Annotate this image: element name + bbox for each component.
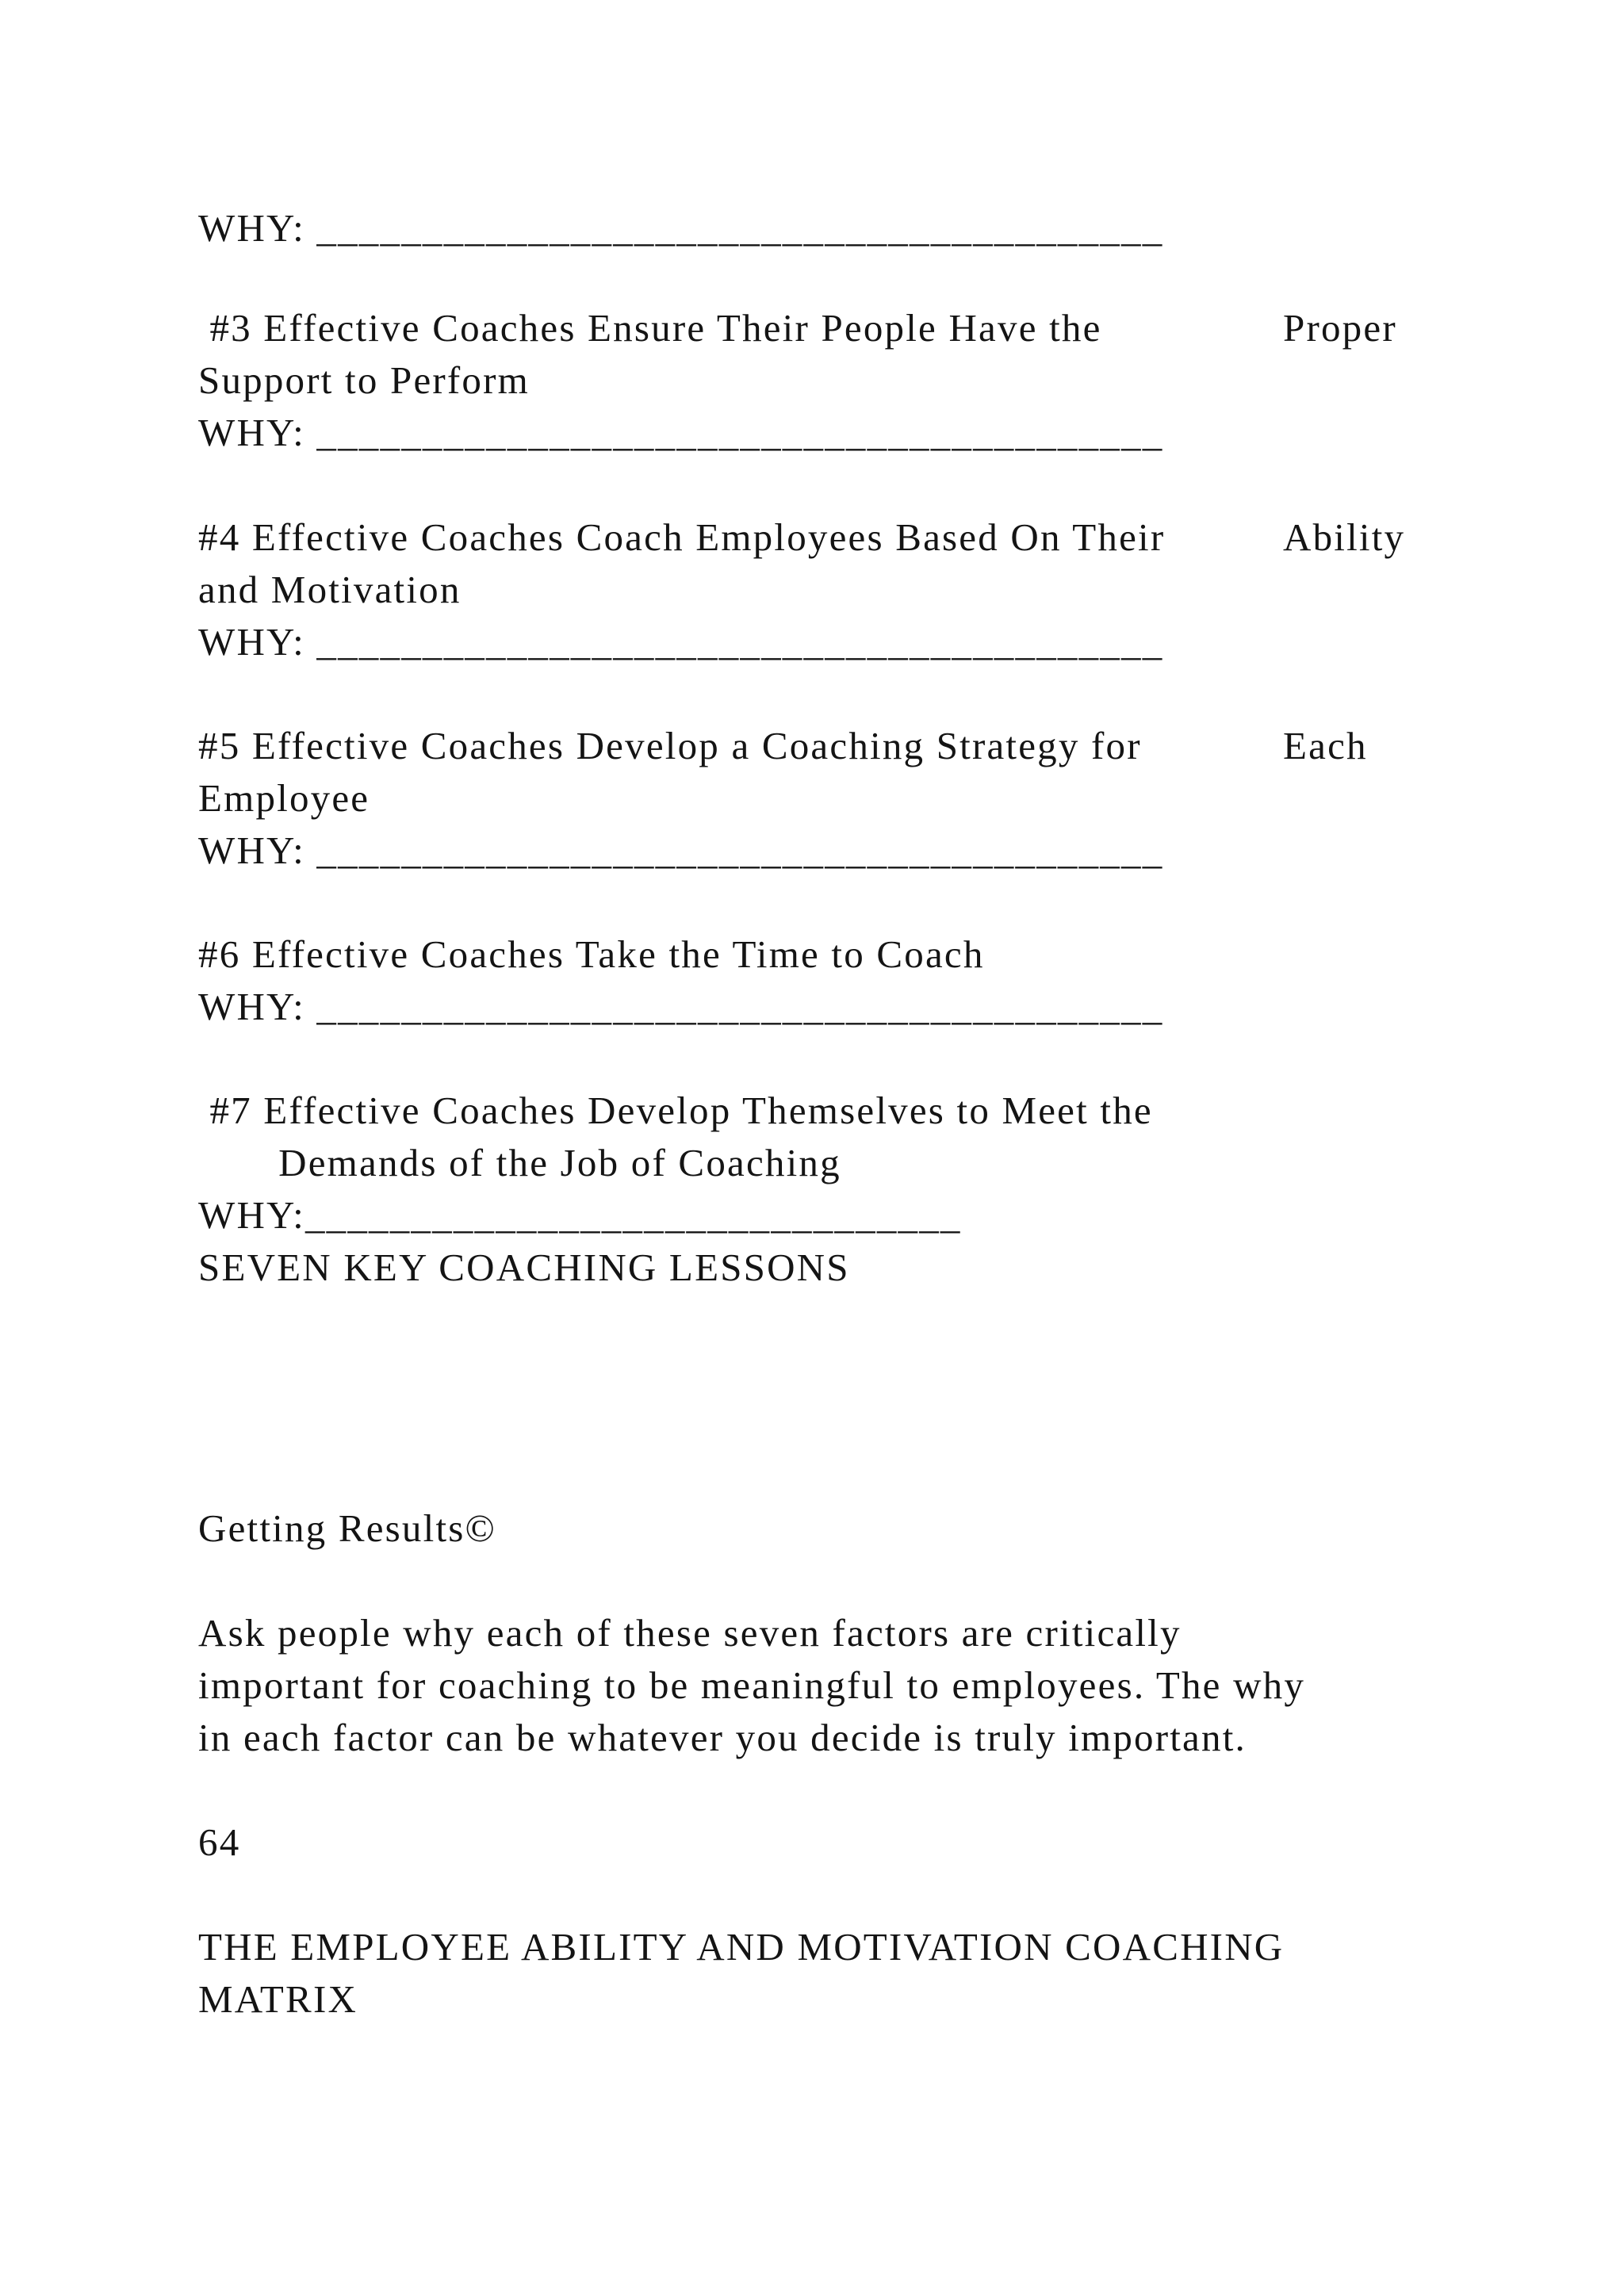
- why-blank: _______________________________: [304, 1193, 962, 1237]
- why-line-6: [198, 981, 1163, 1033]
- why-line-3: [198, 407, 1163, 459]
- item-4-line-1: #4 Effective Coaches Coach Employees Based On Their: [198, 515, 1166, 559]
- why-label: WHY:: [198, 411, 317, 454]
- why-blank: ________________________________________: [316, 411, 1164, 454]
- item-3-line-1-end: Proper: [1283, 306, 1397, 350]
- why-label: WHY:: [198, 985, 317, 1028]
- why-blank: ________________________________________: [316, 828, 1164, 872]
- paragraph-line-3: in each factor can be whatever you decide is truly important.: [198, 1716, 1247, 1759]
- item-6-line-1: #6 Effective Coaches Take the Time to Coach: [198, 932, 985, 976]
- item-7-line-1: #7 Effective Coaches Develop Themselves to Meet the: [198, 1089, 1153, 1132]
- item-3-line-2: Support to Perform: [198, 358, 530, 402]
- item-5-line-1: #5 Effective Coaches Develop a Coaching Strategy for: [198, 724, 1142, 767]
- why-blank: ________________________________________: [316, 620, 1164, 664]
- copyright-label: Getting Results©: [198, 1506, 496, 1550]
- why-line-5: [198, 825, 1163, 877]
- why-label: WHY:: [198, 1193, 305, 1237]
- item-5-line-2: Employee: [198, 776, 370, 820]
- section-title: SEVEN KEY COACHING LESSONS: [198, 1246, 850, 1289]
- why-line-4: [198, 616, 1163, 668]
- why-blank: ________________________________________: [316, 985, 1164, 1028]
- item-4-line-1-end: Ability: [1283, 515, 1406, 559]
- item-4-line-2: and Motivation: [198, 568, 462, 611]
- paragraph-line-1: Ask people why each of these seven factors are critically: [198, 1611, 1182, 1655]
- item-3-line-1: #3 Effective Coaches Ensure Their People Have the: [198, 306, 1102, 350]
- matrix-title-line-2: MATRIX: [198, 1977, 358, 2021]
- why-line-7: [198, 1189, 962, 1242]
- paragraph-line-2: important for coaching to be meaningful to employees. The why: [198, 1663, 1306, 1707]
- matrix-title-line-1: THE EMPLOYEE ABILITY AND MOTIVATION COACHING: [198, 1925, 1285, 1969]
- why-label: WHY:: [198, 206, 317, 250]
- why-line-2: [198, 202, 1163, 254]
- page-number: 64: [198, 1820, 241, 1864]
- why-label: WHY:: [198, 620, 317, 664]
- why-blank: ________________________________________: [316, 206, 1164, 250]
- item-7-line-2: Demands of the Job of Coaching: [198, 1141, 841, 1184]
- item-5-line-1-end: Each: [1283, 724, 1368, 767]
- why-label: WHY:: [198, 828, 317, 872]
